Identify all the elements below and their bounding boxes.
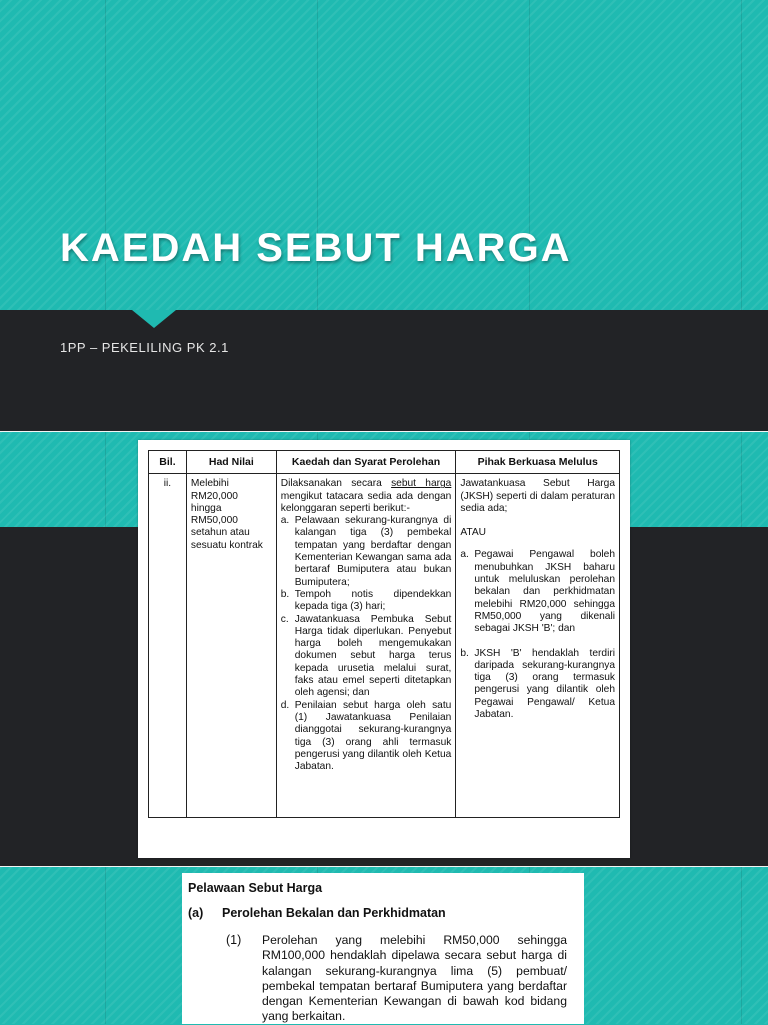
header-had-nilai: Had Nilai <box>186 451 276 474</box>
table-row <box>149 474 620 818</box>
pihak-item <box>460 549 615 635</box>
kaedah-item-text: Pelawaan sekurang-kurangnya di kalangan tiga (3) pembekal tempatan yang berdaftar dengan Kementerian Kewangan sama ada bertaraf Bumiputera atau bukan Bumiputera; <box>294 515 452 588</box>
kaedah-item-text: Penilaian sebut harga oleh satu (1) Jawatankuasa Penilaian dianggotai sekurang-kurangnya tiga (3) orang ahli termasuk pengerusi yang dilantik oleh Ketua Jabatan. <box>294 699 452 773</box>
cell-kaedah <box>276 474 456 818</box>
kaedah-item-letter: d. <box>280 699 290 711</box>
pihak-intro: Jawatankuasa Sebut Harga (JKSH) seperti di dalam peraturan sedia ada; <box>460 478 615 514</box>
kaedah-intro-part2: mengikut tatacara sedia ada dengan kelonggaran seperti berikut:- <box>280 490 452 514</box>
kaedah-item-letter: b. <box>280 588 290 600</box>
header-pihak: Pihak Berkuasa Melulus <box>456 451 620 474</box>
kaedah-item <box>281 614 452 700</box>
kaedah-item <box>281 515 452 589</box>
pihak-item-letter: b. <box>460 647 469 659</box>
kaedah-item-letter: c. <box>280 613 289 625</box>
band-notch <box>132 310 176 328</box>
kaedah-item <box>281 589 452 614</box>
kaedah-item <box>281 700 452 774</box>
kaedah-item-text: Tempoh notis dipendekkan kepada tiga (3) hari; <box>294 588 452 613</box>
kaedah-intro <box>281 478 452 515</box>
cell-pihak <box>456 474 620 818</box>
doc-heading: Pelawaan Sebut Harga <box>188 881 323 895</box>
item-text: Perolehan yang melebihi RM50,000 sehingga RM100,000 hendaklah dipelawa secara sebut harga di kalangan sekurang-kurangnya lima (5) pembuat/ pembekal tempatan bertaraf Bumiputera yang berdaftar dengan Kementerian Kewangan di bawah kod bidang yang berkaitan. <box>262 933 567 1024</box>
pihak-item <box>460 648 615 722</box>
item-number: (1) <box>226 933 242 947</box>
kaedah-item-text: Jawatankuasa Pembuka Sebut Harga tidak diperlukan. Penyebut harga boleh mengemukakan dokumen sebut harga terus kepada urusetia melalui surat, faks atau emel seperti ditetapkan oleh agensi; dan <box>294 613 452 699</box>
pihak-item-text: JKSH 'B' hendaklah terdiri daripada sekurang-kurangnya tiga (3) orang termasuk pengerusi yang dilantik oleh Pegawai Pengawal/ Ketua Jabatan. <box>474 647 615 721</box>
pihak-item-text: Pegawai Pengawal boleh menubuhkan JKSH baharu untuk meluluskan perolehan bekalan dan perkhidmatan melebihi RM20,000 sehingga RM50,000 yang dikenali sebagai JKSH 'B'; dan <box>474 549 615 635</box>
table-header-row <box>149 451 620 474</box>
procurement-table <box>148 450 620 818</box>
slide-subtitle: 1PP – PEKELILING PK 2.1 <box>60 340 229 355</box>
slide-title: KAEDAH SEBUT HARGA <box>60 226 572 270</box>
slide1-subtitle-band <box>0 310 768 432</box>
pihak-atau: ATAU <box>460 527 486 539</box>
kaedah-item-letter: a. <box>280 515 290 527</box>
cell-bil: ii. <box>149 474 187 818</box>
kaedah-intro-part1: Dilaksanakan secara <box>280 478 392 490</box>
had-nilai-text: Melebihi RM20,000 hingga RM50,000 setahun atau sesuatu kontrak <box>190 478 263 551</box>
header-kaedah: Kaedah dan Syarat Perolehan <box>276 451 456 474</box>
kaedah-intro-underlined: sebut harga <box>391 478 452 490</box>
subsection-title: Perolehan Bekalan dan Perkhidmatan <box>222 906 446 920</box>
subsection-letter: (a) <box>188 906 204 920</box>
scanned-table-image <box>138 440 630 858</box>
cell-had-nilai <box>186 474 276 818</box>
pihak-item-letter: a. <box>460 549 469 561</box>
header-bil: Bil. <box>149 451 187 474</box>
scanned-text-image <box>182 873 584 1024</box>
